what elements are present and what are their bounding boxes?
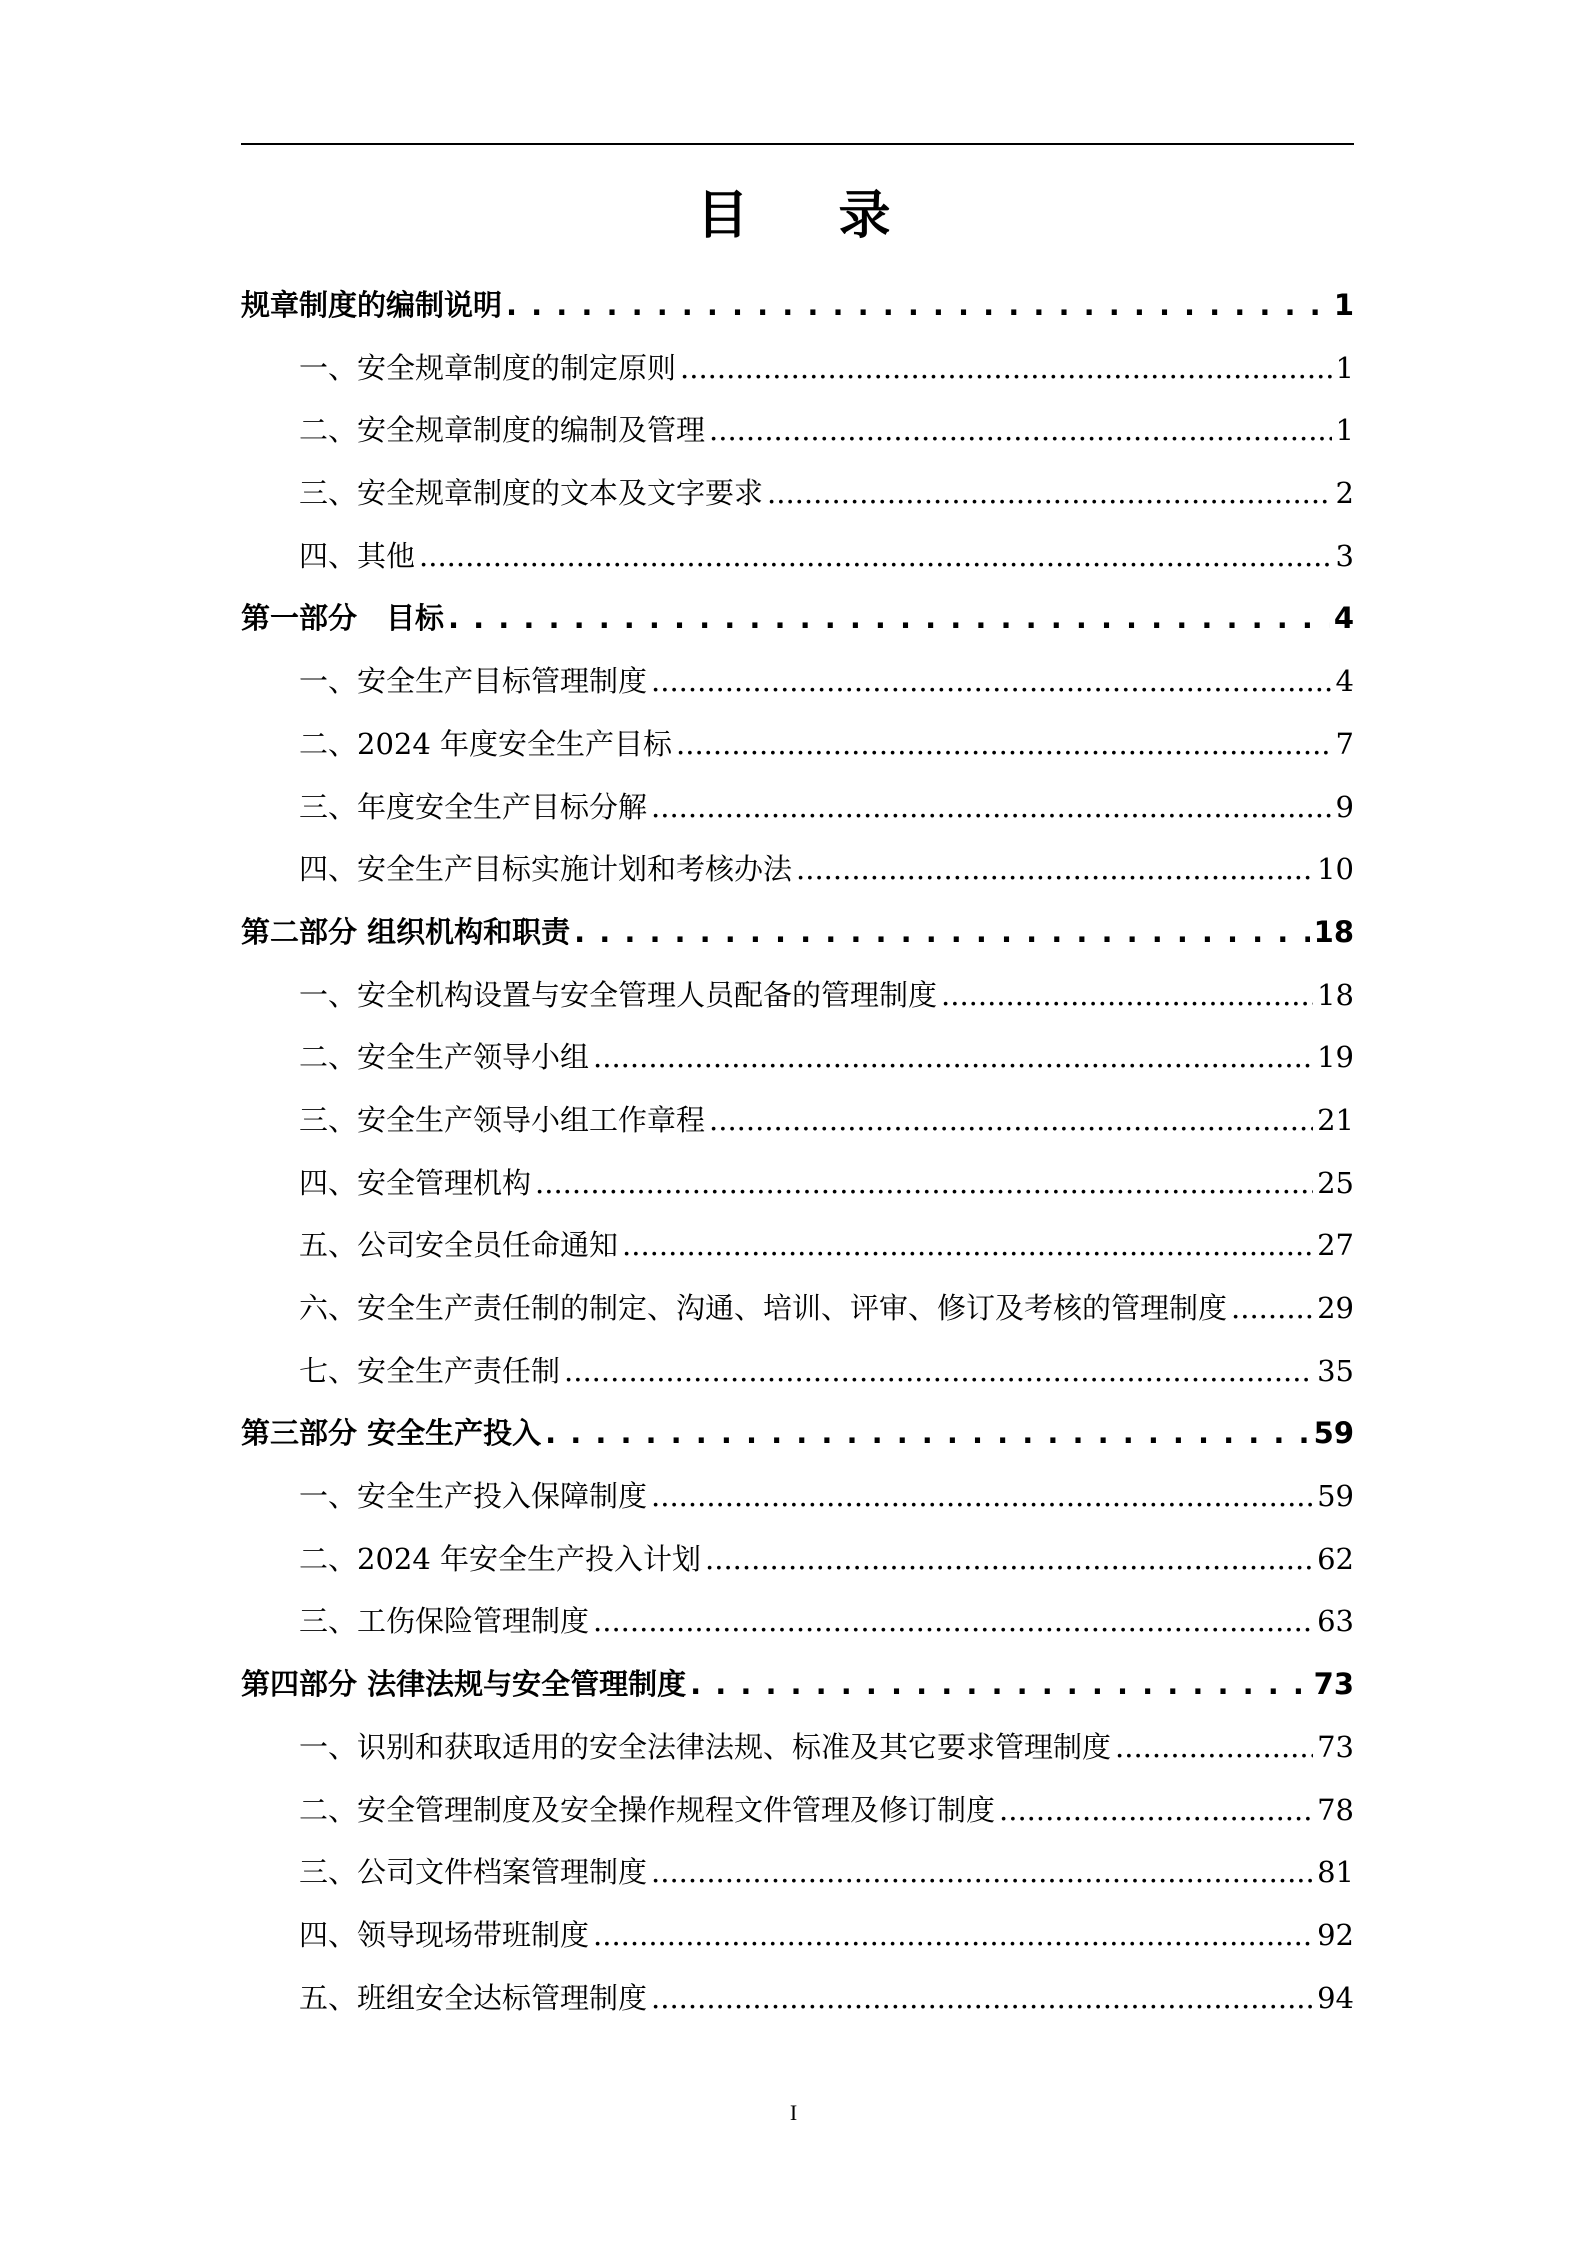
toc-leader-dots — [941, 964, 1313, 1027]
toc-entry-page-number: 21 — [1317, 1102, 1354, 1137]
toc-entry-label: 五、班组安全达标管理制度 — [299, 1980, 648, 2015]
toc-leader-dots — [651, 1967, 1313, 2030]
toc-entry-page-number: 1 — [1335, 413, 1354, 448]
toc-entry-label: 三、工伤保险管理制度 — [299, 1604, 590, 1639]
toc-entry-page-number: 29 — [1317, 1291, 1354, 1325]
toc-entry-page-number: 9 — [1335, 789, 1354, 824]
toc-subsection-entry[interactable] — [241, 1214, 1354, 1277]
toc-entry-page-number: 18 — [1317, 977, 1354, 1012]
toc-entry-label: 七、安全生产责任制 — [299, 1353, 561, 1388]
toc-subsection-entry[interactable] — [241, 650, 1354, 713]
toc-leader-dots — [709, 399, 1332, 462]
toc-leader-dots — [593, 1590, 1313, 1653]
toc-entry-page-number: 81 — [1317, 1855, 1354, 1890]
toc-subsection-entry[interactable] — [241, 1967, 1354, 2030]
toc-entry-label: 一、安全机构设置与安全管理人员配备的管理制度 — [299, 977, 938, 1012]
toc-subsection-entry[interactable] — [241, 1904, 1354, 1967]
toc-entry-page-number: 18 — [1313, 914, 1354, 949]
toc-section-entry[interactable] — [241, 901, 1354, 964]
toc-leader-dots — [506, 274, 1330, 337]
toc-subsection-entry[interactable] — [241, 776, 1354, 839]
toc-entry-label: 三、公司文件档案管理制度 — [299, 1855, 648, 1890]
toc-entry-label: 第四部分 法律法规与安全管理制度 — [241, 1667, 687, 1702]
toc-subsection-entry[interactable] — [241, 525, 1354, 588]
toc-subsection-entry[interactable] — [241, 337, 1354, 400]
toc-subsection-entry[interactable] — [241, 1590, 1354, 1653]
toc-entry-label: 四、其他 — [299, 538, 416, 573]
header-rule — [241, 143, 1354, 145]
toc-entry-page-number: 7 — [1335, 726, 1354, 761]
toc-entry-label: 二、安全管理制度及安全操作规程文件管理及修订制度 — [299, 1792, 996, 1827]
toc-entry-label: 一、安全生产目标管理制度 — [299, 664, 648, 699]
toc-subsection-entry[interactable] — [241, 713, 1354, 776]
toc-leader-dots — [1231, 1277, 1313, 1340]
toc-entry-page-number: 59 — [1313, 1416, 1354, 1451]
toc-title: 目 录 — [696, 186, 927, 246]
toc-section-entry[interactable] — [241, 587, 1354, 650]
toc-leader-dots — [593, 1026, 1313, 1089]
toc-leader-dots — [651, 776, 1332, 839]
toc-entry-page-number: 73 — [1317, 1729, 1354, 1764]
toc-entry-label: 三、安全规章制度的文本及文字要求 — [299, 476, 764, 511]
toc-entry-label: 四、安全生产目标实施计划和考核办法 — [299, 852, 793, 887]
toc-entry-page-number: 4 — [1333, 601, 1354, 636]
toc-subsection-entry[interactable] — [241, 1841, 1354, 1904]
toc-entry-label: 二、2024 年安全生产投入计划 — [299, 1541, 702, 1576]
toc-leader-dots — [535, 1152, 1313, 1215]
toc-leader-dots — [690, 1653, 1310, 1716]
toc-section-entry[interactable] — [241, 274, 1354, 337]
toc-section-entry[interactable] — [241, 1653, 1354, 1716]
toc-subsection-entry[interactable] — [241, 838, 1354, 901]
toc-leader-dots — [676, 713, 1332, 776]
page-number: I — [789, 2100, 798, 2125]
toc-leader-dots — [680, 337, 1332, 400]
toc-entry-label: 第二部分 组织机构和职责 — [241, 914, 571, 949]
toc-entry-page-number: 73 — [1313, 1667, 1354, 1702]
toc-entry-label: 五、公司安全员任命通知 — [299, 1228, 619, 1263]
toc-entry-label: 一、识别和获取适用的安全法律法规、标准及其它要求管理制度 — [299, 1729, 1112, 1764]
toc-subsection-entry[interactable] — [241, 1716, 1354, 1779]
toc-entry-label: 二、2024 年度安全生产目标 — [299, 726, 673, 761]
toc-subsection-entry[interactable] — [241, 964, 1354, 1027]
toc-subsection-entry[interactable] — [241, 1779, 1354, 1842]
toc-entry-label: 第一部分 目标 — [241, 601, 445, 636]
toc-entry-page-number: 62 — [1317, 1541, 1354, 1576]
toc-leader-dots — [709, 1089, 1313, 1152]
toc-subsection-entry[interactable] — [241, 399, 1354, 462]
toc-subsection-entry[interactable] — [241, 462, 1354, 525]
toc-subsection-entry[interactable] — [241, 1528, 1354, 1591]
toc-entry-label: 二、安全生产领导小组 — [299, 1040, 590, 1075]
toc-leader-dots — [651, 1465, 1313, 1528]
toc-entry-page-number: 59 — [1317, 1479, 1354, 1514]
toc-entry-label: 一、安全规章制度的制定原则 — [299, 350, 677, 385]
toc-entry-page-number: 1 — [1335, 350, 1354, 385]
toc-subsection-entry[interactable] — [241, 1152, 1354, 1215]
toc-leader-dots — [448, 587, 1330, 650]
toc-leader-dots — [1115, 1716, 1313, 1779]
toc-entry-label: 六、安全生产责任制的制定、沟通、培训、评审、修订及考核的管理制度 — [299, 1291, 1228, 1325]
toc-entry-page-number: 4 — [1335, 664, 1354, 699]
toc-entry-label: 二、安全规章制度的编制及管理 — [299, 413, 706, 448]
toc-leader-dots — [651, 1841, 1313, 1904]
toc-entry-label: 四、领导现场带班制度 — [299, 1917, 590, 1952]
toc-entry-label: 三、年度安全生产目标分解 — [299, 789, 648, 824]
toc-entry-label: 规章制度的编制说明 — [241, 288, 503, 322]
toc-leader-dots — [622, 1214, 1313, 1277]
toc-entry-label: 四、安全管理机构 — [299, 1165, 532, 1200]
toc-subsection-entry[interactable] — [241, 1089, 1354, 1152]
toc-leader-dots — [564, 1340, 1313, 1403]
toc-entry-page-number: 25 — [1317, 1165, 1354, 1200]
toc-entry-page-number: 94 — [1317, 1980, 1354, 2015]
toc-subsection-entry[interactable] — [241, 1026, 1354, 1089]
toc-entry-page-number: 63 — [1317, 1604, 1354, 1639]
toc-entry-page-number: 27 — [1317, 1228, 1354, 1263]
toc-leader-dots — [593, 1904, 1313, 1967]
toc-leader-dots — [999, 1779, 1313, 1842]
toc-leader-dots — [545, 1402, 1310, 1465]
toc-entry-label: 三、安全生产领导小组工作章程 — [299, 1102, 706, 1137]
toc-entry-label: 一、安全生产投入保障制度 — [299, 1479, 648, 1514]
toc-entry-page-number: 92 — [1317, 1917, 1354, 1952]
toc-leader-dots — [419, 525, 1332, 588]
toc-entry-page-number: 3 — [1335, 538, 1354, 573]
toc-entry-page-number: 1 — [1333, 288, 1354, 322]
toc-leader-dots — [705, 1528, 1313, 1591]
table-of-contents — [241, 274, 1354, 2029]
toc-leader-dots — [574, 901, 1310, 964]
toc-subsection-entry[interactable] — [241, 1465, 1354, 1528]
toc-entry-label: 第三部分 安全生产投入 — [241, 1416, 542, 1451]
toc-subsection-entry[interactable] — [241, 1340, 1354, 1403]
toc-entry-page-number: 19 — [1317, 1040, 1354, 1075]
toc-entry-page-number: 2 — [1335, 476, 1354, 511]
toc-leader-dots — [767, 462, 1332, 525]
toc-leader-dots — [651, 650, 1332, 713]
toc-section-entry[interactable] — [241, 1402, 1354, 1465]
toc-subsection-entry[interactable] — [241, 1277, 1354, 1340]
toc-entry-page-number: 10 — [1317, 852, 1354, 887]
toc-entry-page-number: 78 — [1317, 1792, 1354, 1827]
toc-entry-page-number: 35 — [1317, 1353, 1354, 1388]
toc-leader-dots — [796, 838, 1313, 901]
